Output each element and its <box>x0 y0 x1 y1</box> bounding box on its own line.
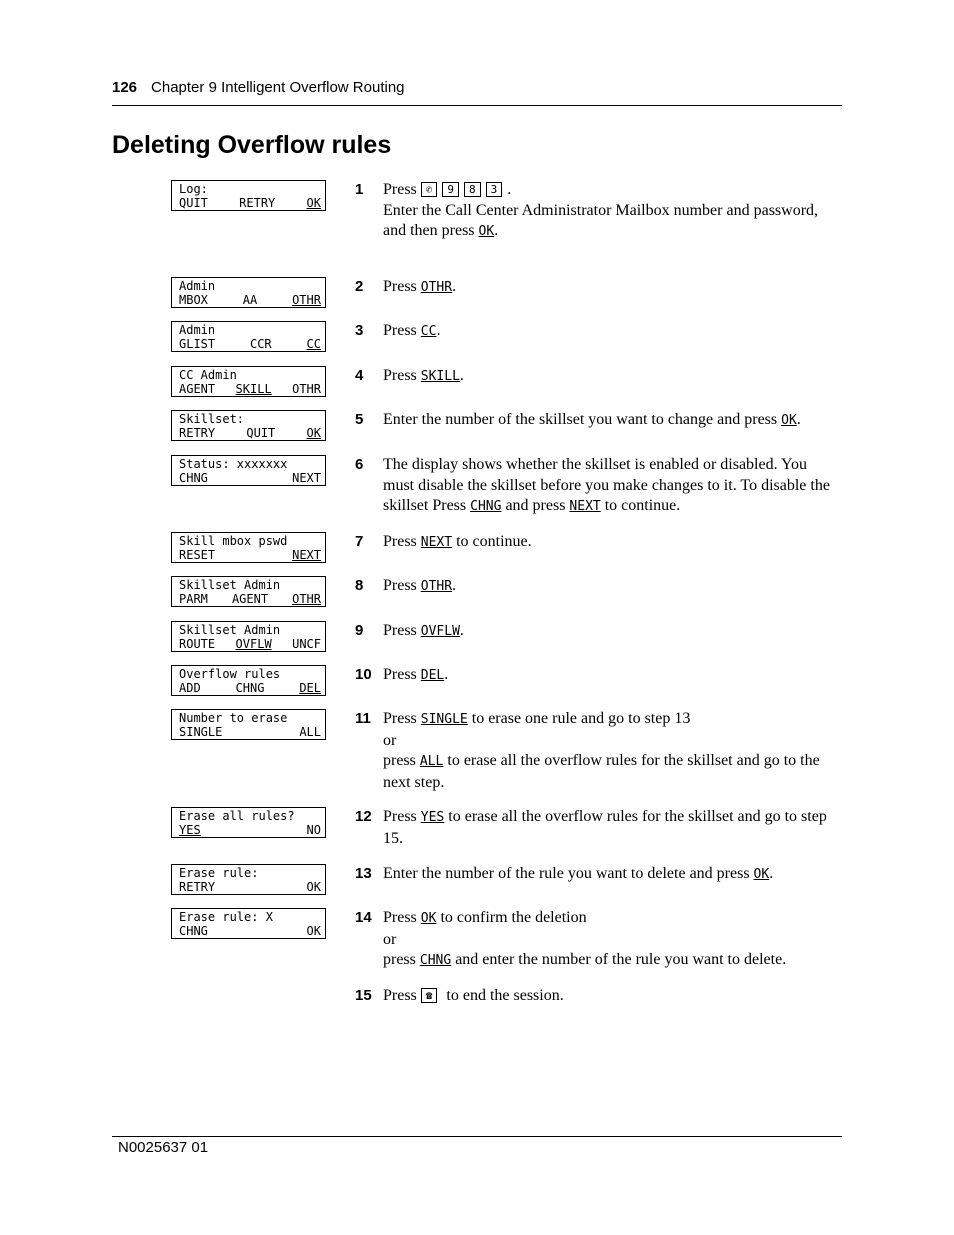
step-text <box>383 180 838 243</box>
lcd-softkey-label: QUIT <box>179 196 208 210</box>
lcd-softkey-label: OTHR <box>292 382 321 396</box>
lcd-line-1: CC Admin <box>179 368 237 382</box>
step-text-run: to erase one rule and go to step 13 <box>467 710 691 727</box>
lcd-softkey-label: QUIT <box>246 426 276 440</box>
lcd-softkey-label: OK <box>306 880 321 894</box>
lcd-display <box>171 410 326 441</box>
dial-key: 8 <box>464 182 481 197</box>
lcd-display <box>171 864 326 895</box>
step-text-run: and press <box>501 497 570 514</box>
step-text-run: press <box>383 951 420 968</box>
step-text <box>383 455 838 518</box>
step-text-run: to erase all the overflow rules for the skillset and go to step 15. <box>383 808 827 847</box>
step-text-run: to end the session. <box>442 987 564 1004</box>
step-number: 3 <box>355 322 364 339</box>
lcd-display <box>171 709 326 740</box>
step-number: 9 <box>355 622 364 639</box>
page-number: 126 <box>112 79 138 96</box>
step-text-run: Enter the Call Center Administrator Mailbox number and password, <box>383 201 819 219</box>
step-text-run: Enter the number of the skillset you want to change and press <box>383 411 782 428</box>
step-text-run: . <box>796 411 801 428</box>
step-text-run: Press <box>383 577 421 594</box>
lcd-line-2 <box>179 471 325 485</box>
step-paragraph <box>383 277 838 299</box>
lcd-softkey-label: RETRY <box>179 880 216 894</box>
step-paragraph <box>383 986 838 1007</box>
lcd-softkey-label: RESET <box>179 548 216 562</box>
lcd-softkey-label: YES <box>179 823 201 837</box>
lcd-line-2 <box>179 880 325 894</box>
step-text-run: to continue. <box>600 497 681 514</box>
step-text <box>383 908 838 972</box>
step-text <box>383 532 838 554</box>
step-text-run: . <box>459 622 464 639</box>
step-text <box>383 986 838 1007</box>
dial-key: 9 <box>442 182 459 197</box>
softkey-label: NEXT <box>420 535 453 550</box>
lcd-line-2 <box>179 196 325 210</box>
step-text-run: Press <box>383 909 421 926</box>
softkey-label: SINGLE <box>420 712 468 727</box>
lcd-softkey-label: ALL <box>299 725 321 739</box>
step-paragraph <box>383 366 838 388</box>
lcd-softkey-label: GLIST <box>179 337 216 351</box>
softkey-label: OK <box>420 911 437 926</box>
step-text <box>383 665 838 687</box>
step-text-run: . <box>459 367 464 384</box>
step-paragraph <box>383 532 838 554</box>
step-paragraph <box>383 731 838 752</box>
step-number: 6 <box>355 456 364 473</box>
lcd-line-1: Admin <box>179 279 216 293</box>
feature-key-icon: ☎ <box>421 988 438 1003</box>
lcd-line-2 <box>179 725 325 739</box>
lcd-softkey-label: AA <box>242 293 258 307</box>
lcd-softkey-label: NO <box>306 823 321 837</box>
step-text-run: . <box>769 865 774 882</box>
lcd-line-1: Skillset Admin <box>179 578 281 592</box>
step-number: 11 <box>355 710 371 727</box>
lcd-line-2 <box>179 426 325 440</box>
dial-key: 3 <box>486 182 503 197</box>
step-text-run: Press <box>383 808 421 825</box>
lcd-display <box>171 665 326 696</box>
lcd-line-2 <box>179 548 325 562</box>
step-number: 14 <box>355 909 372 926</box>
step-text <box>383 366 838 388</box>
lcd-display <box>171 532 326 563</box>
lcd-line-2 <box>179 924 325 938</box>
step-text-run: . <box>436 322 441 339</box>
lcd-softkey-label: CCR <box>249 337 272 351</box>
step-text-run: . <box>444 666 449 683</box>
lcd-softkey-label: CC <box>306 337 321 351</box>
step-paragraph <box>383 321 838 343</box>
step-text-run: Press <box>383 278 421 295</box>
softkey-label: CHNG <box>470 499 502 514</box>
lcd-softkey-label: OVFLW <box>235 637 272 651</box>
step-text-run: to confirm the deletion <box>436 909 587 926</box>
step-text-run: and enter the number of the rule you want to delete. <box>451 951 787 968</box>
step-paragraph <box>383 950 838 972</box>
step-text <box>383 321 838 343</box>
lcd-display <box>171 908 326 939</box>
step-text-run: Enter the number of the rule you want to delete and press <box>383 865 754 882</box>
step-paragraph <box>383 410 838 432</box>
lcd-softkey-label: NEXT <box>292 471 321 485</box>
step-text-run: Press <box>383 666 421 683</box>
step-paragraph <box>383 621 838 643</box>
lcd-softkey-label: CHNG <box>235 681 265 695</box>
step-number: 10 <box>355 666 372 683</box>
step-number: 8 <box>355 577 364 594</box>
step-text-run: The display shows whether the skillset is enabled or disabled. You must disable the skillset before you make changes to it. To disable the skillset Press <box>383 456 830 514</box>
lcd-display <box>171 277 326 308</box>
lcd-line-1: Skillset: <box>179 412 245 426</box>
lcd-softkey-label: RETRY <box>179 426 216 440</box>
step-paragraph <box>383 908 838 930</box>
step-number: 7 <box>355 533 364 550</box>
lcd-display <box>171 621 326 652</box>
step-text-run: or <box>383 930 397 948</box>
lcd-line-1: Erase rule: <box>179 866 259 880</box>
lcd-line-1: Skill mbox pswd <box>179 534 288 548</box>
step-text-run: Press <box>383 987 421 1004</box>
doc-number: N0025637 01 <box>118 1139 209 1156</box>
lcd-softkey-label: NEXT <box>292 548 321 562</box>
step-text-run: and then press <box>383 222 479 239</box>
lcd-display <box>171 576 326 607</box>
step-text <box>383 709 838 793</box>
lcd-line-1: Erase all rules? <box>179 809 295 823</box>
step-paragraph <box>383 930 838 951</box>
step-paragraph <box>383 180 838 201</box>
lcd-softkey-label: OK <box>306 426 321 440</box>
step-text-run: . <box>494 222 499 239</box>
page-header <box>112 79 405 96</box>
step-text-run: or <box>383 731 397 749</box>
lcd-line-2 <box>179 337 325 351</box>
lcd-softkey-label: DEL <box>299 681 321 695</box>
softkey-label: DEL <box>420 668 445 683</box>
chapter-title: Chapter 9 Intelligent Overflow Routing <box>151 79 405 96</box>
step-text-run: Press <box>383 533 421 550</box>
step-paragraph <box>383 201 838 222</box>
softkey-label: OK <box>781 413 797 428</box>
step-number: 5 <box>355 411 364 428</box>
lcd-display <box>171 321 326 352</box>
softkey-label: OTHR <box>420 579 453 594</box>
step-text-run: Press <box>383 322 421 339</box>
softkey-label: CHNG <box>419 953 452 968</box>
step-text-run: to continue. <box>452 533 532 550</box>
softkey-label: OVFLW <box>420 624 460 639</box>
lcd-softkey-label: MBOX <box>179 293 208 307</box>
softkey-label: NEXT <box>569 499 601 514</box>
lcd-softkey-label: SKILL <box>235 382 272 396</box>
section-title: Deleting Overflow rules <box>112 131 392 159</box>
lcd-softkey-label: CHNG <box>179 924 208 938</box>
lcd-line-2 <box>179 823 325 837</box>
lcd-display <box>171 180 326 211</box>
step-text-run: press <box>383 752 420 769</box>
lcd-line-1: Admin <box>179 323 216 337</box>
lcd-line-2 <box>179 637 325 651</box>
lcd-softkey-label: ADD <box>179 681 201 695</box>
lcd-line-2 <box>179 293 325 307</box>
softkey-label: CC <box>420 324 437 339</box>
softkey-label: YES <box>420 810 445 825</box>
step-text-run: Press <box>383 367 421 384</box>
step-paragraph <box>383 455 838 518</box>
lcd-softkey-label: AGENT <box>231 592 269 606</box>
lcd-softkey-label: PARM <box>179 592 208 606</box>
step-paragraph <box>383 576 838 598</box>
softkey-label: ALL <box>419 754 444 769</box>
lcd-display <box>171 807 326 838</box>
lcd-softkey-label: ROUTE <box>179 637 216 651</box>
header-rule <box>112 105 842 106</box>
lcd-softkey-label: UNCF <box>292 637 321 651</box>
lcd-softkey-label: OK <box>306 924 321 938</box>
lcd-softkey-label: RETRY <box>239 196 276 210</box>
lcd-line-2 <box>179 592 325 606</box>
lcd-softkey-label: AGENT <box>179 382 216 396</box>
step-text-run: . <box>452 577 457 594</box>
step-paragraph <box>383 665 838 687</box>
lcd-line-1: Overflow rules <box>179 667 281 681</box>
lcd-line-1: Status: xxxxxxx <box>179 457 288 471</box>
lcd-softkey-label: SINGLE <box>179 725 223 739</box>
step-number: 12 <box>355 808 372 825</box>
step-paragraph <box>383 709 838 731</box>
step-number: 13 <box>355 865 372 882</box>
step-paragraph <box>383 864 838 886</box>
step-paragraph <box>383 807 838 849</box>
footer-rule <box>112 1136 842 1137</box>
step-number: 1 <box>355 181 364 198</box>
step-text <box>383 576 838 598</box>
softkey-label: OK <box>478 224 495 239</box>
lcd-softkey-label: OTHR <box>292 293 321 307</box>
lcd-line-2 <box>179 382 325 396</box>
lcd-softkey-label: OK <box>306 196 321 210</box>
step-text-run: . <box>507 181 512 198</box>
step-text <box>383 410 838 432</box>
step-text-run: . <box>452 278 457 295</box>
step-text-run: Press <box>383 710 421 727</box>
step-number: 15 <box>355 987 372 1004</box>
step-paragraph <box>383 221 838 243</box>
lcd-line-1: Number to erase <box>179 711 288 725</box>
step-text-run: to erase all the overflow rules for the skillset and go to the next step. <box>383 752 820 791</box>
step-paragraph <box>383 751 838 793</box>
step-text <box>383 864 838 886</box>
step-text-run: Press <box>383 622 421 639</box>
step-text <box>383 621 838 643</box>
step-text <box>383 277 838 299</box>
lcd-line-2 <box>179 681 325 695</box>
feature-key-icon: ✆ <box>421 182 438 197</box>
lcd-display <box>171 455 326 486</box>
lcd-display <box>171 366 326 397</box>
step-text <box>383 807 838 849</box>
lcd-softkey-label: CHNG <box>179 471 208 485</box>
lcd-line-1: Log: <box>179 182 208 196</box>
step-number: 4 <box>355 367 364 384</box>
softkey-label: OK <box>753 867 770 882</box>
lcd-softkey-label: OTHR <box>292 592 321 606</box>
lcd-line-1: Skillset Admin <box>179 623 281 637</box>
softkey-label: SKILL <box>420 369 460 384</box>
step-text-run: Press <box>383 181 421 198</box>
lcd-line-1: Erase rule: X <box>179 910 273 924</box>
softkey-label: OTHR <box>420 280 453 295</box>
step-number: 2 <box>355 278 364 295</box>
